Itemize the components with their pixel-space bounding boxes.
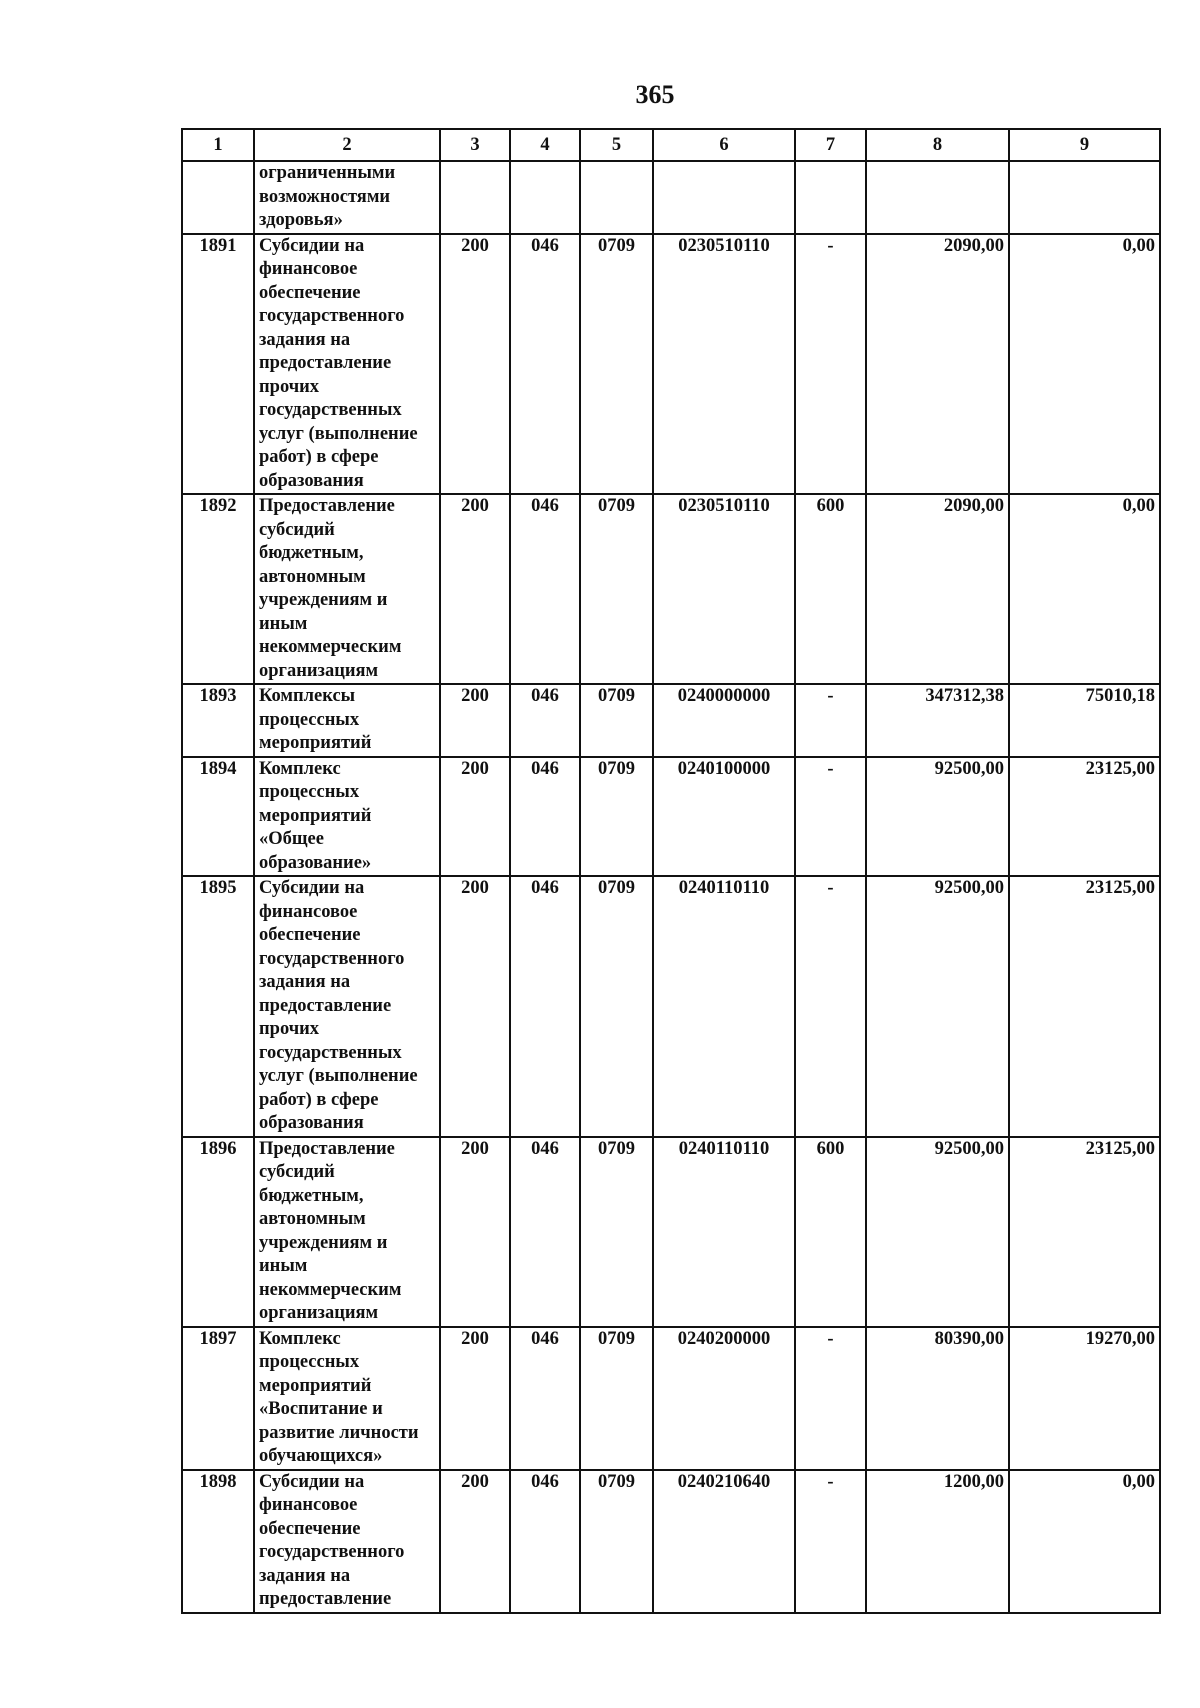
row-number: 1898 — [182, 1470, 254, 1613]
row-col5: 0709 — [580, 1327, 653, 1470]
row-col6 — [653, 161, 795, 234]
header-cell: 1 — [182, 129, 254, 161]
row-col3: 200 — [440, 1327, 510, 1470]
row-number: 1893 — [182, 684, 254, 757]
row-col4 — [510, 161, 580, 234]
row-col5: 0709 — [580, 876, 653, 1137]
row-col8: 92500,00 — [866, 876, 1009, 1137]
row-col9: 23125,00 — [1009, 757, 1160, 877]
row-col8: 2090,00 — [866, 234, 1009, 495]
row-number: 1897 — [182, 1327, 254, 1470]
row-col5: 0709 — [580, 757, 653, 877]
row-col9: 0,00 — [1009, 494, 1160, 684]
row-col8: 92500,00 — [866, 757, 1009, 877]
table-row — [182, 494, 1160, 684]
row-col3: 200 — [440, 1470, 510, 1613]
row-col9 — [1009, 161, 1160, 234]
header-cell: 9 — [1009, 129, 1160, 161]
row-number: 1891 — [182, 234, 254, 495]
row-col4: 046 — [510, 494, 580, 684]
header-cell: 6 — [653, 129, 795, 161]
row-col4: 046 — [510, 876, 580, 1137]
header-cell: 2 — [254, 129, 440, 161]
page-number: 365 — [635, 80, 675, 109]
table-row — [182, 876, 1160, 1137]
row-col6: 0230510110 — [653, 494, 795, 684]
row-col3: 200 — [440, 684, 510, 757]
row-name: Комплекс процессных мероприятий «Воспитание и развитие личности обучающихся» — [254, 1327, 440, 1470]
row-col4: 046 — [510, 1137, 580, 1327]
row-col3 — [440, 161, 510, 234]
table-row — [182, 1470, 1160, 1613]
row-col4: 046 — [510, 757, 580, 877]
row-number — [182, 161, 254, 234]
row-col6: 0240110110 — [653, 1137, 795, 1327]
table-header-row — [182, 129, 1160, 161]
table-row — [182, 161, 1160, 234]
table-row — [182, 684, 1160, 757]
row-col6: 0240000000 — [653, 684, 795, 757]
header-cell: 8 — [866, 129, 1009, 161]
row-name: Субсидии на финансовое обеспечение государственного задания на предоставление прочих государственных услуг (выполнение работ) в сфере образования — [254, 234, 440, 495]
row-number: 1894 — [182, 757, 254, 877]
row-col5: 0709 — [580, 494, 653, 684]
row-col9: 19270,00 — [1009, 1327, 1160, 1470]
row-col5: 0709 — [580, 234, 653, 495]
row-col3: 200 — [440, 1137, 510, 1327]
row-name: Предоставление субсидий бюджетным, автономным учреждениям и иным некоммерческим организациям — [254, 494, 440, 684]
row-col7: - — [795, 684, 866, 757]
row-number: 1895 — [182, 876, 254, 1137]
row-col5 — [580, 161, 653, 234]
row-col8: 347312,38 — [866, 684, 1009, 757]
row-col6: 0240210640 — [653, 1470, 795, 1613]
row-name: Предоставление субсидий бюджетным, автономным учреждениям и иным некоммерческим организациям — [254, 1137, 440, 1327]
row-number: 1896 — [182, 1137, 254, 1327]
row-name: Субсидии на финансовое обеспечение государственного задания на предоставление — [254, 1470, 440, 1613]
row-col4: 046 — [510, 1327, 580, 1470]
row-col6: 0240200000 — [653, 1327, 795, 1470]
row-col8: 1200,00 — [866, 1470, 1009, 1613]
row-col8: 80390,00 — [866, 1327, 1009, 1470]
header-cell: 7 — [795, 129, 866, 161]
row-name: Субсидии на финансовое обеспечение государственного задания на предоставление прочих государственных услуг (выполнение работ) в сфере образования — [254, 876, 440, 1137]
row-col3: 200 — [440, 876, 510, 1137]
row-col5: 0709 — [580, 684, 653, 757]
budget-table — [181, 128, 1161, 1614]
row-col3: 200 — [440, 494, 510, 684]
row-col6: 0230510110 — [653, 234, 795, 495]
row-col7: - — [795, 757, 866, 877]
row-col4: 046 — [510, 1470, 580, 1613]
row-col9: 23125,00 — [1009, 1137, 1160, 1327]
row-name: ограниченными возможностями здоровья» — [254, 161, 440, 234]
table-row — [182, 1327, 1160, 1470]
row-col6: 0240110110 — [653, 876, 795, 1137]
row-col7: - — [795, 876, 866, 1137]
row-col9: 23125,00 — [1009, 876, 1160, 1137]
table-row — [182, 1137, 1160, 1327]
row-col7: - — [795, 1327, 866, 1470]
row-col9: 0,00 — [1009, 1470, 1160, 1613]
row-col5: 0709 — [580, 1470, 653, 1613]
row-col8: 2090,00 — [866, 494, 1009, 684]
header-cell: 4 — [510, 129, 580, 161]
row-col8 — [866, 161, 1009, 234]
row-col4: 046 — [510, 684, 580, 757]
row-col3: 200 — [440, 234, 510, 495]
row-col9: 0,00 — [1009, 234, 1160, 495]
row-col7 — [795, 161, 866, 234]
row-col3: 200 — [440, 757, 510, 877]
row-number: 1892 — [182, 494, 254, 684]
row-col7: 600 — [795, 494, 866, 684]
table-row — [182, 757, 1160, 877]
row-col7: - — [795, 234, 866, 495]
row-col4: 046 — [510, 234, 580, 495]
row-name: Комплекс процессных мероприятий «Общее образование» — [254, 757, 440, 877]
row-name: Комплексы процессных мероприятий — [254, 684, 440, 757]
table-row — [182, 234, 1160, 495]
row-col5: 0709 — [580, 1137, 653, 1327]
header-cell: 3 — [440, 129, 510, 161]
header-cell: 5 — [580, 129, 653, 161]
row-col7: - — [795, 1470, 866, 1613]
row-col6: 0240100000 — [653, 757, 795, 877]
row-col8: 92500,00 — [866, 1137, 1009, 1327]
row-col9: 75010,18 — [1009, 684, 1160, 757]
row-col7: 600 — [795, 1137, 866, 1327]
